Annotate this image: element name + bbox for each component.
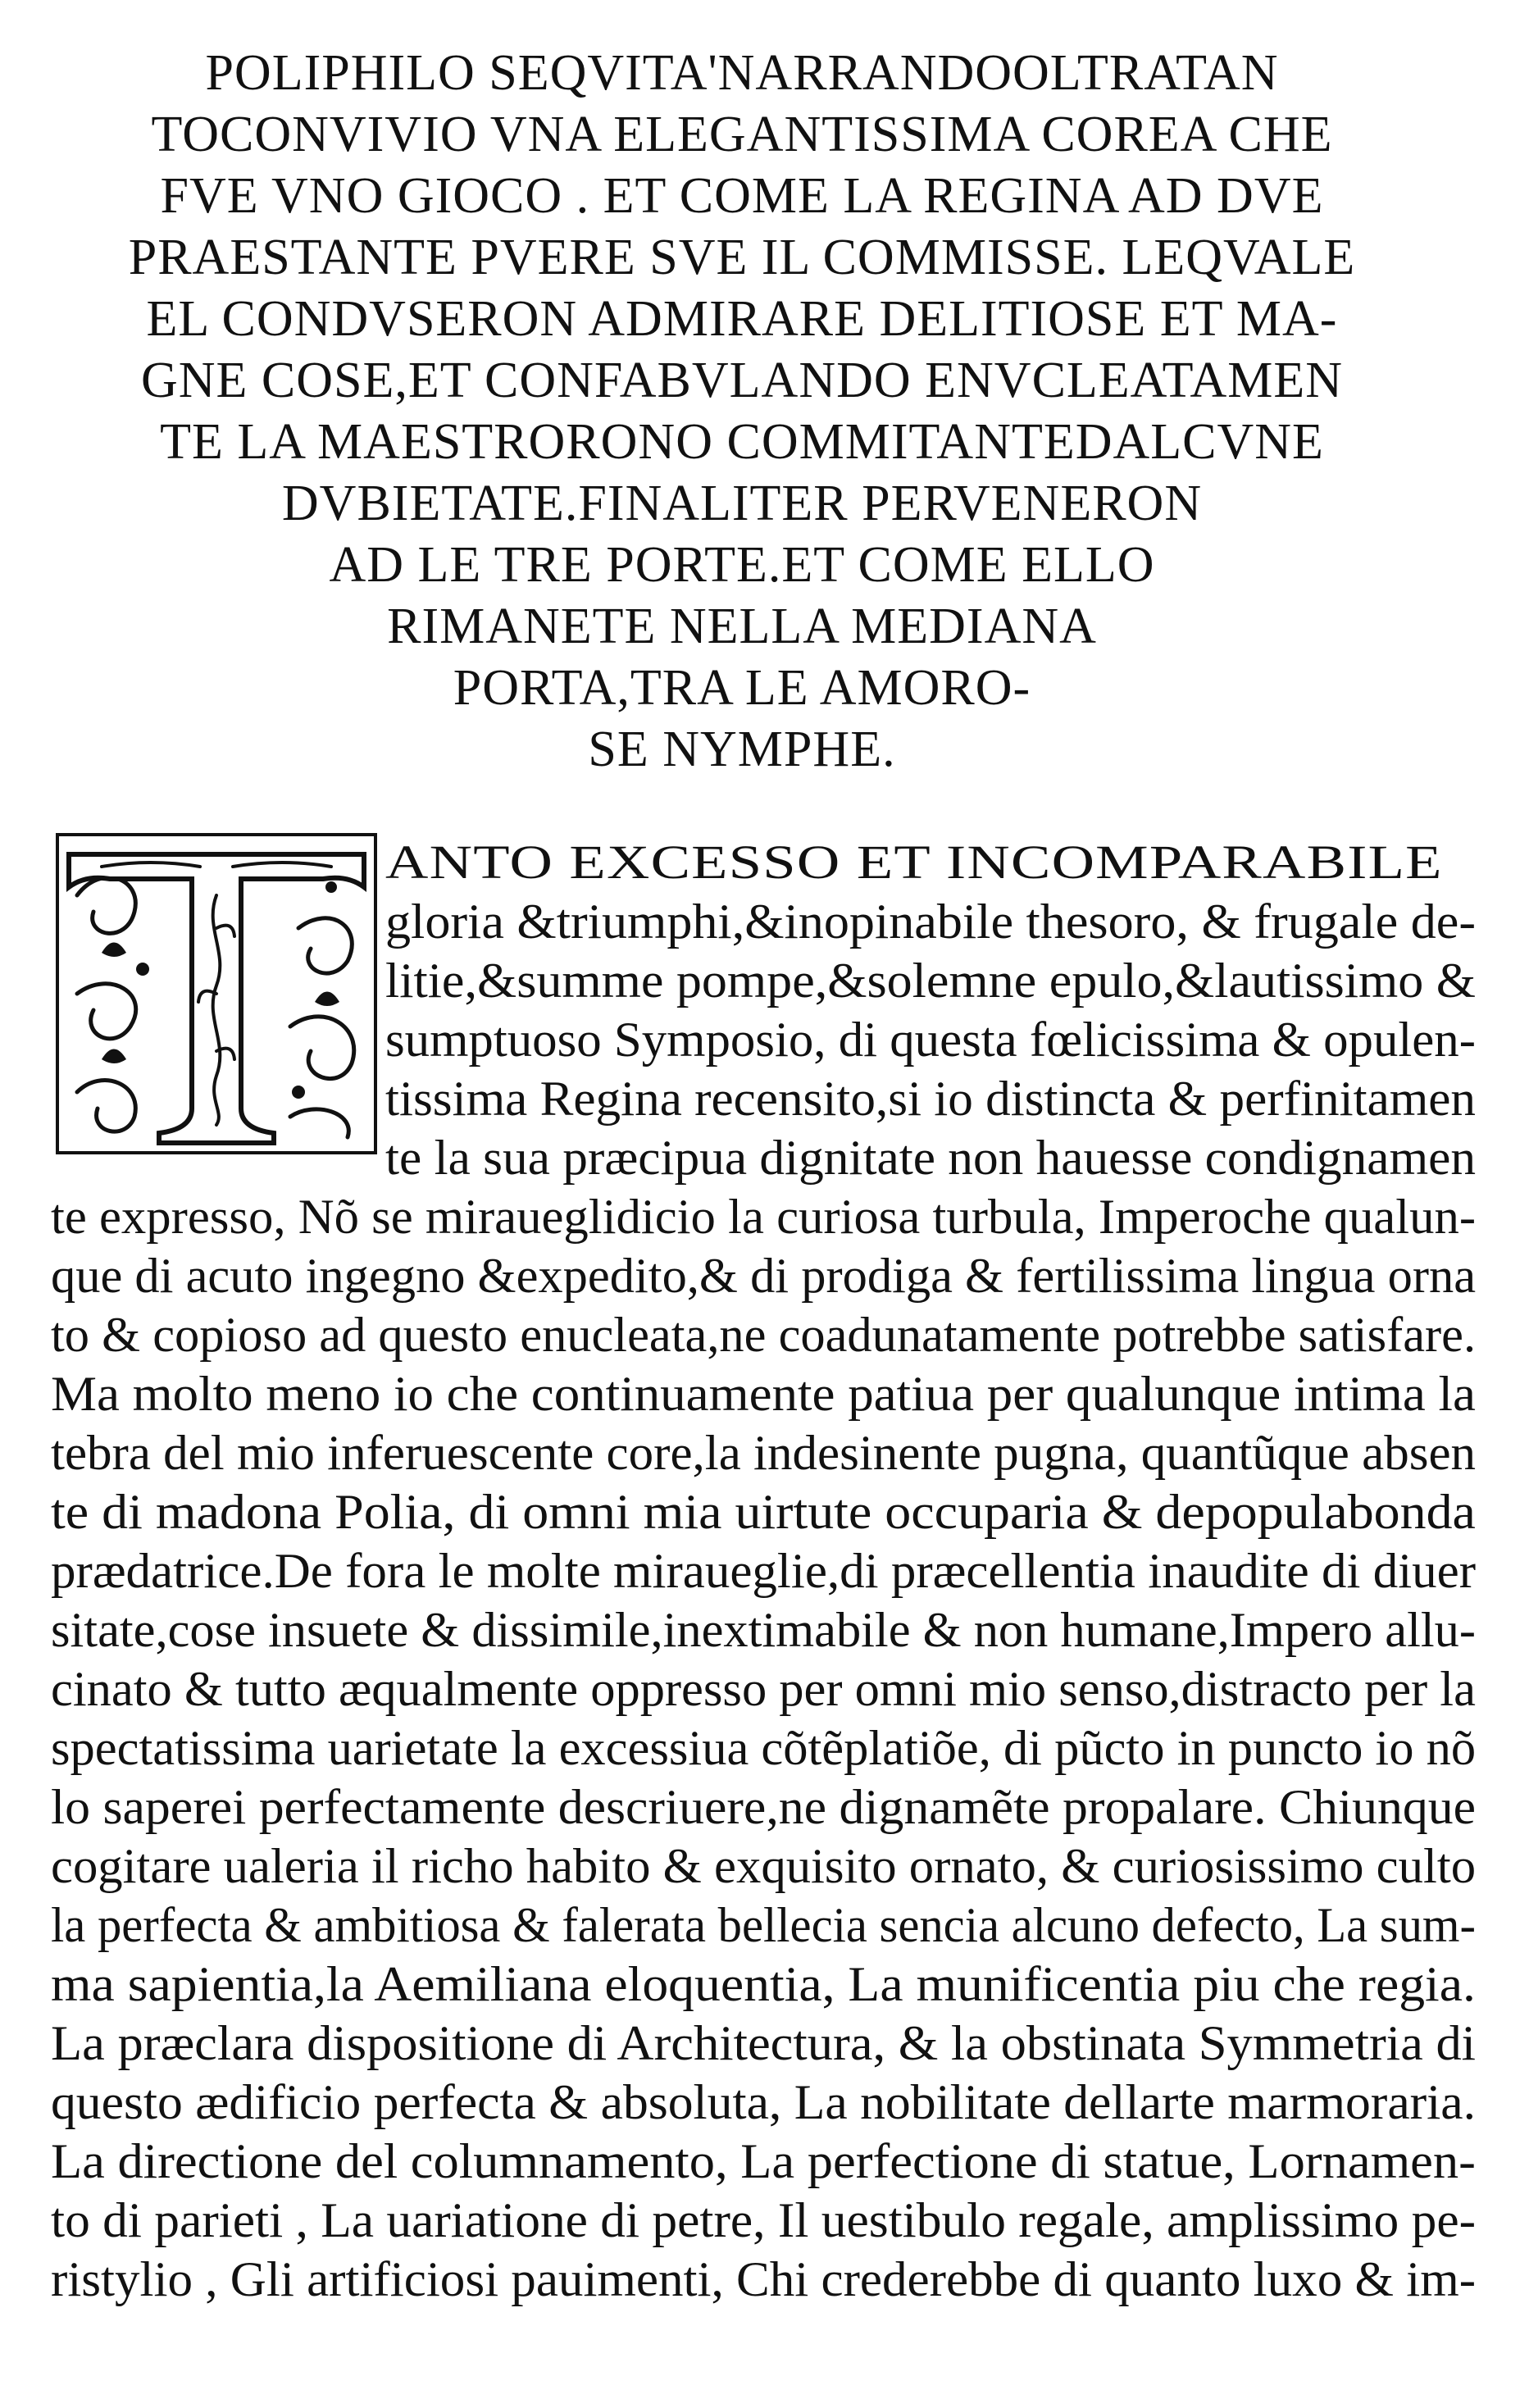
body-line: litie,&summe pompe,&solemne epulo,&lautissimo &	[385, 954, 1476, 1008]
body-line: gloria &triumphi,&inopinabile thesoro, & frugale de-	[385, 894, 1476, 949]
chapter-heading	[49, 43, 1435, 781]
body-line: que di acuto ingegno &expedito,& di prodiga & fertilissima lingua orna	[51, 1249, 1476, 1303]
body-line: ristylio , Gli artificiosi pauimenti, Chi crederebbe di quanto luxo & im-	[51, 2252, 1476, 2306]
body-line: spectatissima uarietate la excessiua cõtẽplatiõe, di pũcto in puncto io nõ	[51, 1721, 1476, 1775]
body-line: questo ædificio perfecta & absoluta, La nobilitate dellarte marmoraria.	[51, 2075, 1476, 2129]
heading-line: SE NYMPHE.	[588, 721, 896, 777]
body-line: lo saperei perfectamente descriuere,ne dignamẽte propalare. Chiunque	[51, 1780, 1476, 1834]
body-line: tebra del mio inferuescente core,la indesinente pugna, quantũque absen	[51, 1426, 1476, 1480]
body-line: to & copioso ad questo enucleata,ne coadunatamente potrebbe satisfare.	[51, 1308, 1476, 1362]
ornamental-initial-icon	[52, 830, 380, 1158]
body-line: La præclara dispositione di Architectura, & la obstinata Symmetria di	[51, 2016, 1476, 2070]
heading-line: PRAESTANTE PVERE SVE IL COMMISSE. LEQVALE	[128, 230, 1356, 285]
body-line: La directione del columnamento, La perfectione di statue, Lornamen-	[51, 2134, 1476, 2188]
body-line: sitate,cose insuete & dissimile,inextimabile & non humane,Impero allu-	[51, 1603, 1476, 1657]
body-line: cogitare ualeria il richo habito & exquisito ornato, & curiosissimo culto	[51, 1839, 1476, 1893]
heading-line: RIMANETE NELLA MEDIANA	[387, 599, 1097, 654]
body-line: ANTO EXCESSO ET INCOMPARABILE	[385, 835, 1443, 889]
body-line: to di parieti , La uariatione di petre, Il uestibulo regale, amplissimo pe-	[51, 2193, 1476, 2247]
body-line: sumptuoso Symposio, di questa fœlicissima & opulen-	[385, 1013, 1476, 1067]
heading-line: DVBIETATE.FINALITER PERVENERON	[281, 476, 1203, 531]
body-line: te di madona Polia, di omni mia uirtute occuparia & depopulabonda	[51, 1485, 1476, 1539]
heading-line: TOCONVIVIO VNA ELEGANTISSIMA COREA CHE	[151, 107, 1333, 162]
heading-line: AD LE TRE PORTE.ET COME ELLO	[329, 537, 1155, 593]
heading-line: PORTA,TRA LE AMORO-	[453, 660, 1031, 716]
heading-line: FVE VNO GIOCO . ET COME LA REGINA AD DVE	[160, 168, 1324, 224]
body-line: Ma molto meno io che continuamente patiua per qualunque intima la	[51, 1367, 1476, 1421]
body-line: la perfecta & ambitiosa & falerata bellecia sencia alcuno defecto, La sum-	[51, 1898, 1476, 1952]
body-line: prædatrice.De fora le molte miraueglie,di præcellentia inaudite di diuer	[51, 1544, 1476, 1598]
body-line: tissima Regina recensito,si io distincta & perfinitamen	[385, 1072, 1476, 1126]
heading-line: TE LA MAESTRORONO COMMITANTEDALCVNE	[160, 414, 1324, 470]
ornamental-initial	[52, 830, 380, 1158]
heading-line: GNE COSE,ET CONFABVLANDO ENVCLEATAMEN	[140, 353, 1344, 408]
heading-line: EL CONDVSERON ADMIRARE DELITIOSE ET MA-	[146, 291, 1338, 347]
body-line: te expresso, Nõ se miraueglidicio la curiosa turbula, Imperoche qualun-	[51, 1190, 1476, 1244]
body-line: cinato & tutto æqualmente oppresso per omni mio senso,distracto per la	[51, 1662, 1476, 1716]
body-line: ma sapientia,la Aemiliana eloquentia, La munificentia piu che regia.	[51, 1957, 1476, 2011]
heading-line: POLIPHILO SEQVITA'NARRANDOOLTRATAN	[205, 45, 1279, 101]
body-line: te la sua præcipua dignitate non hauesse condignamen	[385, 1131, 1476, 1185]
